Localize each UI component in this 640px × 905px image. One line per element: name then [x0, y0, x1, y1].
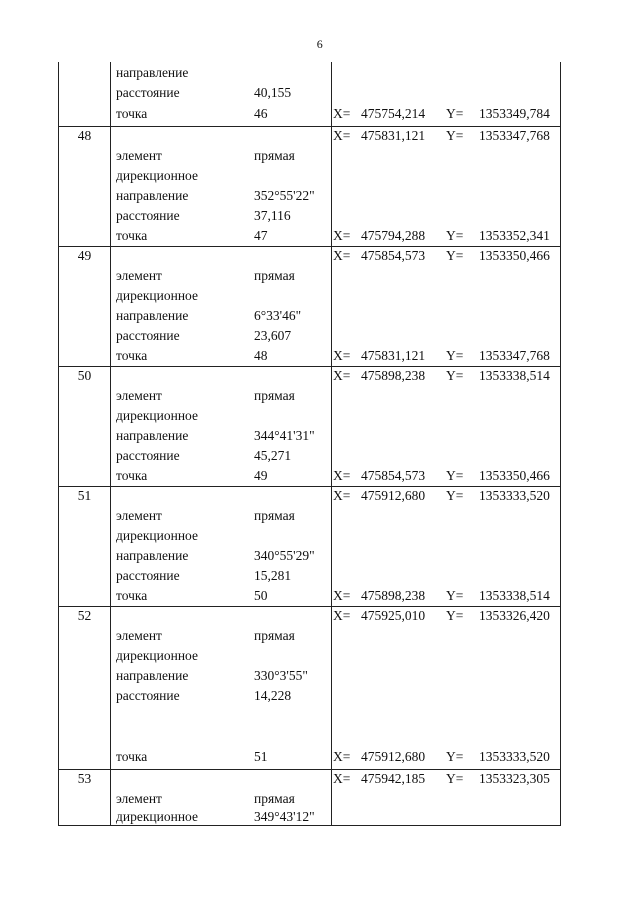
x-label: X=	[333, 368, 351, 383]
x-value: 475831,121	[361, 348, 426, 363]
point-label: точка	[116, 588, 148, 603]
y-label: Y=	[446, 368, 464, 383]
continuation-block	[59, 62, 560, 126]
direction-label: дирекционное	[116, 648, 198, 663]
y-label: Y=	[446, 749, 464, 764]
x-label: X=	[333, 749, 351, 764]
x-value: 475754,214	[361, 106, 426, 121]
distance-value: 14,228	[254, 688, 292, 703]
table-row	[59, 769, 560, 827]
distance-value: 23,607	[254, 328, 292, 343]
x-value: 475925,010	[361, 608, 426, 623]
direction-label: дирекционное	[116, 809, 198, 824]
x-label: X=	[333, 588, 351, 603]
distance-label: расстояние	[116, 448, 180, 463]
x-value: 475912,680	[361, 488, 426, 503]
point-value: 51	[254, 749, 268, 764]
element-value: прямая	[254, 388, 295, 403]
distance-value: 37,116	[254, 208, 291, 223]
point-label: точка	[116, 228, 148, 243]
y-label: Y=	[446, 608, 464, 623]
page-number: 6	[316, 37, 324, 51]
element-value: прямая	[254, 508, 295, 523]
x-value: 475854,573	[361, 468, 426, 483]
x-value: 475854,573	[361, 248, 426, 263]
distance-label: расстояние	[116, 688, 180, 703]
y-value: 1353338,514	[479, 368, 550, 383]
table-row	[59, 126, 560, 247]
x-label: X=	[333, 248, 351, 263]
distance-label: расстояние	[116, 568, 180, 583]
distance-label: расстояние	[116, 85, 180, 100]
distance-value: 15,281	[254, 568, 292, 583]
coordinates-table	[58, 62, 561, 826]
element-label: элемент	[116, 148, 162, 163]
x-value: 475942,185	[361, 771, 426, 786]
x-label: X=	[333, 468, 351, 483]
direction-label: направление	[116, 308, 189, 323]
distance-label: расстояние	[116, 208, 180, 223]
x-value: 475912,680	[361, 749, 426, 764]
distance-value: 45,271	[254, 448, 292, 463]
point-label: точка	[116, 468, 148, 483]
y-label: Y=	[446, 228, 464, 243]
direction-value: 349°43'12"	[254, 809, 315, 824]
element-label: элемент	[116, 268, 162, 283]
x-label: X=	[333, 348, 351, 363]
row-number: 52	[77, 608, 92, 623]
x-value: 475831,121	[361, 128, 426, 143]
y-value: 1353323,305	[479, 771, 550, 786]
x-value: 475898,238	[361, 368, 426, 383]
direction-value: 6°33'46"	[254, 308, 302, 323]
direction-value: 340°55'29"	[254, 548, 315, 563]
x-label: X=	[333, 608, 351, 623]
element-label: элемент	[116, 508, 162, 523]
direction-label: направление	[116, 668, 189, 683]
y-label: Y=	[446, 468, 464, 483]
x-label: X=	[333, 106, 351, 121]
distance-value: 40,155	[254, 85, 292, 100]
y-label: Y=	[446, 106, 464, 121]
y-value: 1353326,420	[479, 608, 550, 623]
point-value: 50	[254, 588, 268, 603]
y-value: 1353349,784	[479, 106, 550, 121]
y-value: 1353333,520	[479, 488, 550, 503]
point-value: 47	[254, 228, 268, 243]
y-value: 1353352,341	[479, 228, 550, 243]
x-value: 475898,238	[361, 588, 426, 603]
point-value: 46	[254, 106, 268, 121]
y-value: 1353350,466	[479, 248, 550, 263]
direction-label: направление	[116, 548, 189, 563]
direction-label: дирекционное	[116, 528, 198, 543]
point-label: точка	[116, 106, 148, 121]
direction-label: дирекционное	[116, 408, 198, 423]
row-number: 51	[77, 488, 92, 503]
element-label: элемент	[116, 628, 162, 643]
row-number: 49	[77, 248, 92, 263]
element-label: элемент	[116, 791, 162, 806]
y-label: Y=	[446, 488, 464, 503]
element-value: прямая	[254, 148, 295, 163]
point-value: 49	[254, 468, 268, 483]
y-value: 1353347,768	[479, 348, 550, 363]
x-label: X=	[333, 128, 351, 143]
x-value: 475794,288	[361, 228, 426, 243]
row-number: 48	[77, 128, 92, 143]
element-value: прямая	[254, 791, 295, 806]
direction-label: дирекционное	[116, 168, 198, 183]
table-row	[59, 606, 560, 770]
point-label: точка	[116, 348, 148, 363]
direction-value: 344°41'31"	[254, 428, 315, 443]
y-label: Y=	[446, 348, 464, 363]
direction-value: 352°55'22"	[254, 188, 315, 203]
direction-label: дирекционное	[116, 288, 198, 303]
element-label: элемент	[116, 388, 162, 403]
row-number: 53	[77, 771, 92, 786]
x-label: X=	[333, 488, 351, 503]
table-row	[59, 246, 560, 367]
y-value: 1353338,514	[479, 588, 550, 603]
element-value: прямая	[254, 628, 295, 643]
y-label: Y=	[446, 771, 464, 786]
direction-label: направление	[116, 428, 189, 443]
element-value: прямая	[254, 268, 295, 283]
y-label: Y=	[446, 588, 464, 603]
table-row	[59, 486, 560, 607]
direction-value: 330°3'55"	[254, 668, 308, 683]
y-label: Y=	[446, 248, 464, 263]
direction-label: направление	[116, 65, 189, 80]
y-value: 1353347,768	[479, 128, 550, 143]
point-value: 48	[254, 348, 268, 363]
x-label: X=	[333, 228, 351, 243]
table-row	[59, 366, 560, 487]
y-value: 1353333,520	[479, 749, 550, 764]
distance-label: расстояние	[116, 328, 180, 343]
y-label: Y=	[446, 128, 464, 143]
direction-label: направление	[116, 188, 189, 203]
row-number: 50	[77, 368, 92, 383]
x-label: X=	[333, 771, 351, 786]
point-label: точка	[116, 749, 148, 764]
y-value: 1353350,466	[479, 468, 550, 483]
